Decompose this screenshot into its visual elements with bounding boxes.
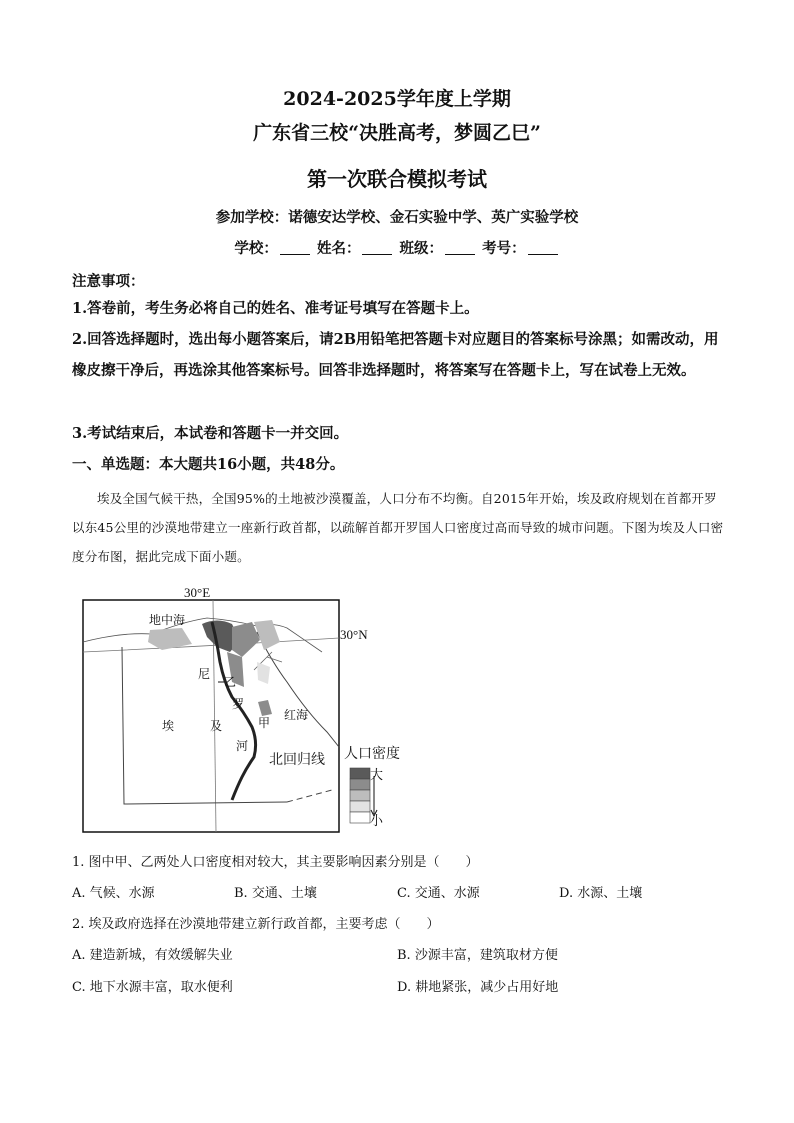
legend-low-label: 小: [370, 814, 384, 829]
question-2-option-b[interactable]: B. 沙源丰富，建筑取材方便: [397, 948, 558, 963]
longitude-label: 30°E: [184, 585, 211, 600]
mediterranean-label: 地中海: [149, 613, 186, 627]
question-2-stem: 2. 埃及政府选择在沙漠地带建立新行政首都，主要考虑（ ）: [72, 917, 440, 932]
question-2-option-c[interactable]: C. 地下水源丰富，取水便利: [72, 980, 233, 995]
country-char-2: 及: [210, 719, 223, 733]
class-blank[interactable]: [445, 240, 475, 255]
notice-item-3: 3.考试结束后，本试卷和答题卡一并交回。: [72, 425, 349, 442]
legend-swatch-light: [350, 790, 370, 801]
latitude-label: 30°N: [340, 627, 368, 642]
material-paragraph: 埃及全国气候干热，全国95%的土地被沙漠覆盖，人口分布不均衡。自2015年开始，埃及政府规划在首都开罗以东45公里的沙漠地带建立一座新行政首都，以疏解首都开罗国人口密度过高而导致的城市问题。下图为埃及人口密度分布图，据此完成下面小题。: [72, 491, 724, 564]
red-sea-label: 红海: [284, 708, 309, 722]
legend-swatch-dense: [350, 768, 370, 779]
notice-item-1: 1.答卷前，考生务必将自己的姓名、准考证号填写在答题卡上。: [72, 300, 479, 317]
point-yi-label: 乙: [224, 675, 237, 689]
name-field-label: 姓名：: [316, 240, 361, 257]
class-field-label: 班级：: [399, 240, 444, 257]
exam-number-field-label: 考号：: [482, 240, 526, 257]
school-blank[interactable]: [280, 240, 310, 255]
tropic-label: 北回归线: [269, 752, 325, 768]
participating-schools: 参加学校：诺德安达学校、金石实验中学、英广实验学校: [215, 209, 579, 226]
legend-high-label: 大: [370, 768, 384, 783]
nile-char-2: 罗: [232, 697, 245, 711]
question-2-option-d[interactable]: D. 耕地紧张，减少占用好地: [397, 980, 559, 995]
legend-swatch-pale: [350, 801, 370, 812]
legend-swatch-mid: [350, 779, 370, 790]
exam-region-title: 广东省三校“决胜高考，梦圆乙巳”: [253, 122, 541, 144]
nile-char-3: 河: [236, 739, 249, 753]
question-1-option-a[interactable]: A. 气候、水源: [72, 886, 155, 901]
notice-heading: 注意事项：: [72, 273, 145, 290]
student-info-line: [0, 237, 794, 258]
question-1-stem: 1. 图中甲、乙两处人口密度相对较大，其主要影响因素分别是（ ）: [72, 855, 479, 870]
legend-swatch-white: [350, 812, 370, 823]
question-1-option-b[interactable]: B. 交通、土壤: [234, 886, 317, 901]
exam-name-title: 第一次联合模拟考试: [307, 167, 487, 191]
nile-char-1: 尼: [198, 667, 211, 681]
point-jia-label: 甲: [258, 716, 271, 730]
name-blank[interactable]: [362, 240, 392, 255]
legend-title: 人口密度: [344, 746, 400, 762]
exam-year-title: 2024-2025学年度上学期: [283, 88, 511, 110]
section-title: 一、单选题：本大题共16小题，共48分。: [72, 456, 345, 473]
notice-item-2: 2.回答选择题时，选出每小题答案后，请2B用铅笔把答题卡对应题目的答案标号涂黑；如需改动，用橡皮擦干净后，再选涂其他答案标号。回答非选择题时，将答案写在答题卡上，写在试卷上无效。: [72, 331, 719, 379]
egypt-population-density-map: [82, 582, 400, 834]
question-2-option-a[interactable]: A. 建造新城，有效缓解失业: [72, 948, 233, 963]
question-1-option-c[interactable]: C. 交通、水源: [397, 886, 480, 901]
question-1-option-d[interactable]: D. 水源、土壤: [559, 886, 643, 901]
school-field-label: 学校：: [234, 240, 278, 257]
country-char-1: 埃: [162, 719, 175, 733]
exam-number-blank[interactable]: [528, 240, 558, 255]
